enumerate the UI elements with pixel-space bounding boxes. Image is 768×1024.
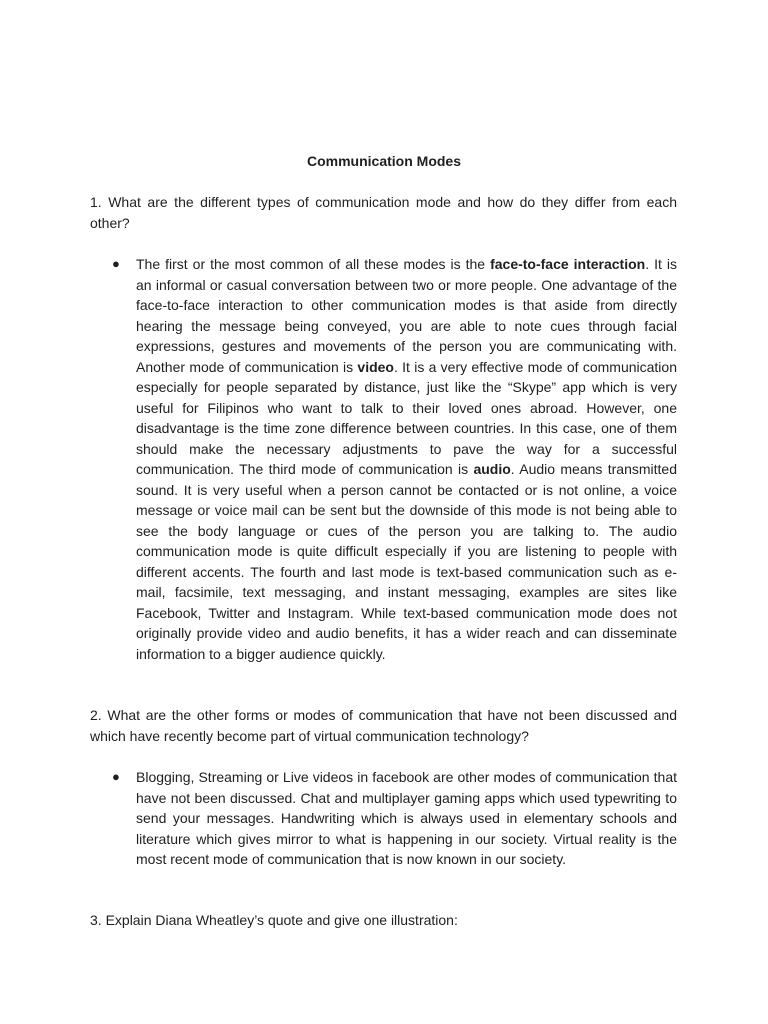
question-1: 1. What are the different types of communication mode and how do they differ from each other? bbox=[90, 194, 677, 231]
answer-1-segment: . Audio means transmitted sound. It is very useful when a person cannot be contacted or is not online, a voice message or voice mail can be sent but the downside of this mode is not being able to see the body language or cues of the person you are talking to. The audio communication mode is quite difficult especially if you are listening to people with different accents. The fourth and last mode is text-based communication such as e-mail, facsimile, text messaging, and instant messaging, examples are sites like Facebook, Twitter and Instagram. While text-based communication mode does not originally provide video and audio benefits, it has a wider reach and can disseminate information to a bigger audience quickly. bbox=[136, 461, 677, 662]
bullet-icon: ● bbox=[112, 256, 120, 271]
answer-2-segment: Blogging, Streaming or Live videos in facebook are other modes of communication that have not been discussed. Chat and multiplayer gaming apps which used typewriting to send your messages. Handwriting which is always used in elementary schools and literature which gives mirror to what is happening in our society. Virtual reality is the most recent mode of communication that is now known in our society. bbox=[136, 769, 677, 867]
answer-1-segment: The first or the most common of all these modes is the bbox=[136, 256, 491, 272]
answer-1-term-video: video bbox=[357, 358, 394, 375]
answer-1-term-audio: audio bbox=[473, 461, 511, 477]
answer-1-segment: . It is an informal or casual conversation between two or more people. One advantage of the face-to-face interaction to other communication modes is that aside from directly hearing the message being conveyed, you are able to note cues through facial expressions, gestures and movements of the person you are communicating with. Another mode of communication is bbox=[136, 256, 677, 375]
answer-1-segment: . It is a very effective mode of communication especially for people separated by distance, just like the “Skype” app which is very useful for Filipinos who want to talk to their loved ones abroad. However, one disadvantage is the time zone difference between countries. In this case, one of them should make the necessary adjustments to pave the way for a successful communication. The third mode of communication is bbox=[136, 358, 677, 477]
question-2: 2. What are the other forms or modes of communication that have not been discussed and which have recently become part of virtual communication technology? bbox=[90, 707, 677, 744]
answer-1-text bbox=[136, 254, 677, 664]
answer-2-text bbox=[136, 767, 677, 870]
document-title: Communication Modes bbox=[306, 153, 461, 169]
question-3: 3. Explain Diana Wheatley’s quote and give one illustration: bbox=[90, 912, 458, 928]
answer-1-term-face-to-face: face-to-face interaction bbox=[490, 256, 646, 272]
bullet-icon: ● bbox=[112, 769, 120, 784]
